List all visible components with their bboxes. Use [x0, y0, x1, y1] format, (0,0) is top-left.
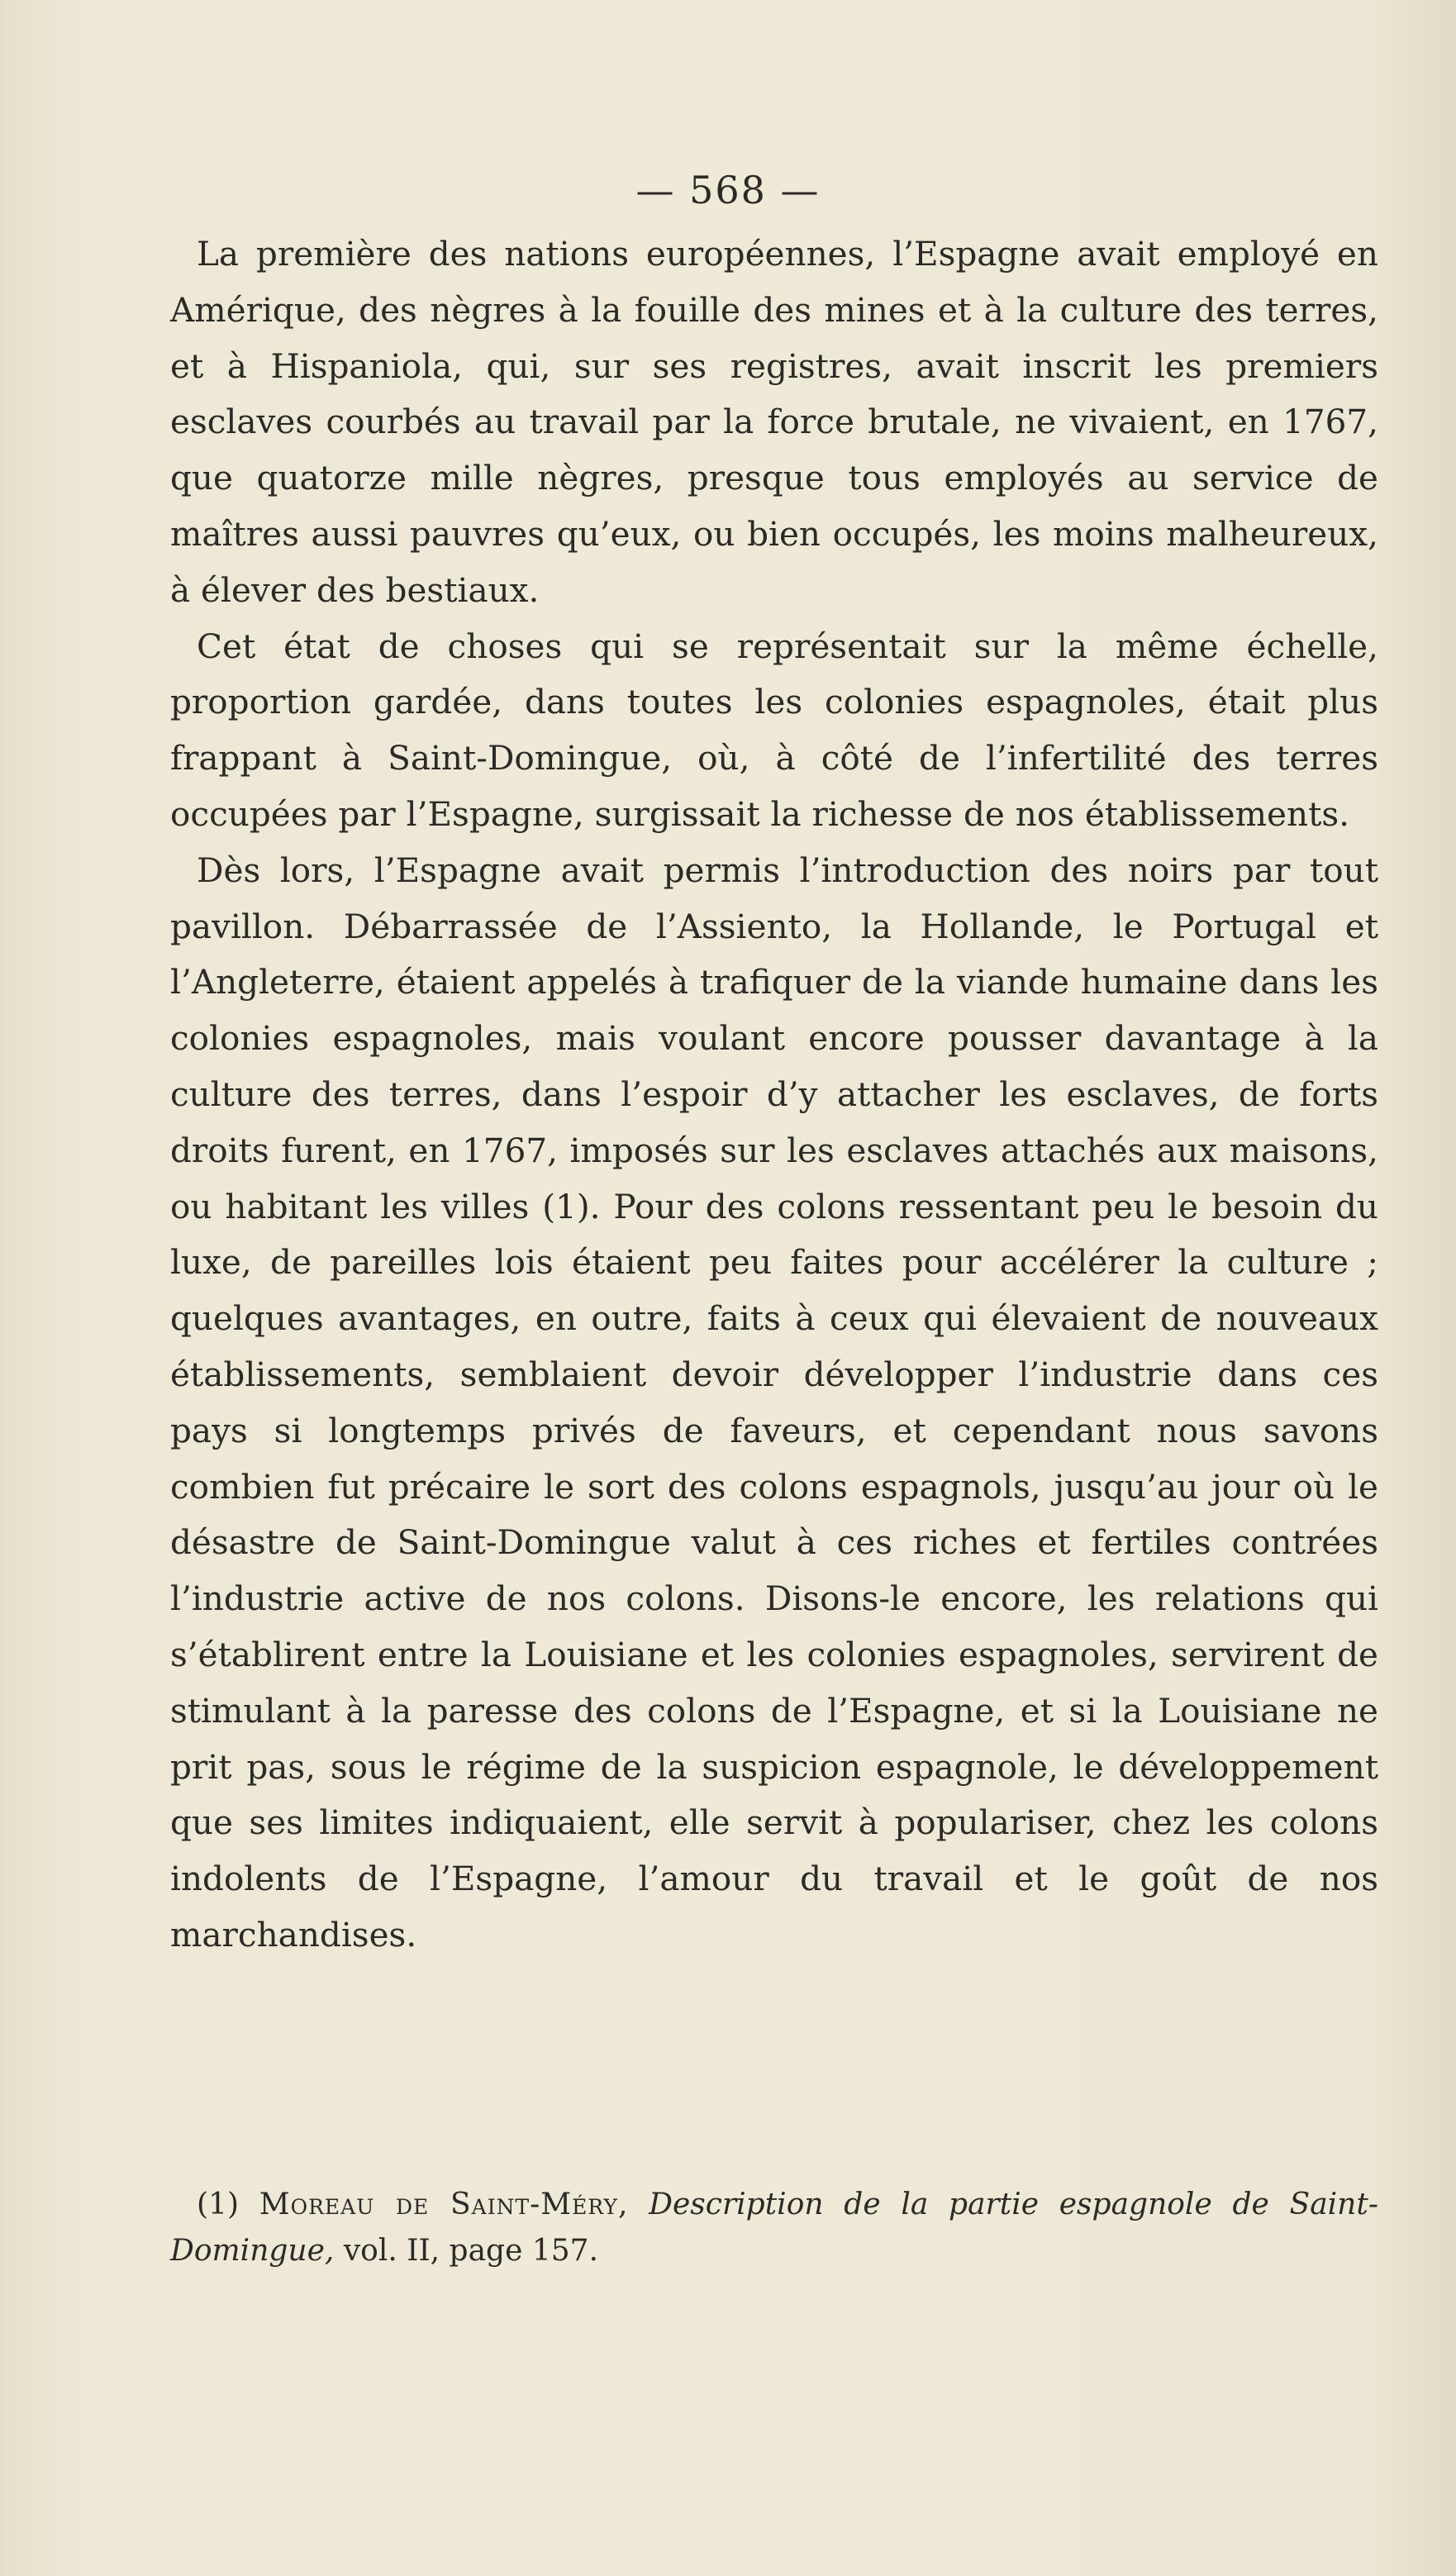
footnote [170, 2182, 1378, 2274]
paragraph-2: Cet état de choses qui se représentait sur la même échelle, proportion gardée, dans toutes les colonies espagnoles, était plus frappant à Saint-Domingue, où, à côté de l’infertilité des terres occupées par l’Espagne, surgissait la richesse de nos établissements. [170, 626, 1378, 834]
footnote-author: Moreau de Saint-Méry, [259, 2188, 629, 2221]
body-text [170, 226, 1378, 1964]
footnote-title: Description de la partie espagnole de Saint-Domingue, [170, 2188, 1378, 2268]
paragraph-1: La première des nations européennes, l’Espagne avait employé en Amérique, des nègres à la fouille des mines et à la culture des terres, et à Hispaniola, qui, sur ses registres, avait inscrit les premiers esclaves courbés au travail par la force brutale, ne vivaient, en 1767, que quatorze mille nègres, presque tous employés au service de maîtres aussi pauvres qu’eux, ou bien occupés, les moins malheureux, à élever des bestiaux. [170, 234, 1378, 610]
paragraph-3: Dès lors, l’Espagne avait permis l’introduction des noirs par tout pavillon. Débarrassée de l’Assiento, la Hollande, le Portugal et l’Angleterre, étaient appelés à trafiquer de la viande humaine dans les colonies espagnoles, mais voulant encore pousser davantage à la culture des terres, dans l’espoir d’y attacher les esclaves, de forts droits furent, en 1767, imposés sur les esclaves attachés aux maisons, ou habitant les villes (1). Pour des colons ressentant peu le besoin du luxe, de pareilles lois étaient peu faites pour accélérer la culture ; quelques avantages, en outre, faits à ceux qui élevaient de nouveaux établissements, semblaient devoir développer l’industrie dans ces pays si longtemps privés de faveurs, et cependant nous savons combien fut précaire le sort des colons espagnols, jusqu’au jour où le désastre de Saint-Domingue valut à ces riches et fertiles contrées l’industrie active de nos colons. Disons-le encore, les relations qui s’établirent entre la Louisiane et les colonies espagnoles, servirent de stimulant à la paresse des colons de l’Espagne, et si la Louisiane ne prit pas, sous le régime de la suspicion espagnole, le développement que ses limites indiquaient, elle servit à populariser, chez les colons indolents de l’Espagne, l’amour du travail et le goût de nos marchandises. [170, 850, 1378, 1955]
footnote-reference: vol. II, page 157. [343, 2234, 599, 2268]
page-number: — 568 — [635, 168, 821, 212]
footnote-mark: (1) [197, 2188, 239, 2221]
